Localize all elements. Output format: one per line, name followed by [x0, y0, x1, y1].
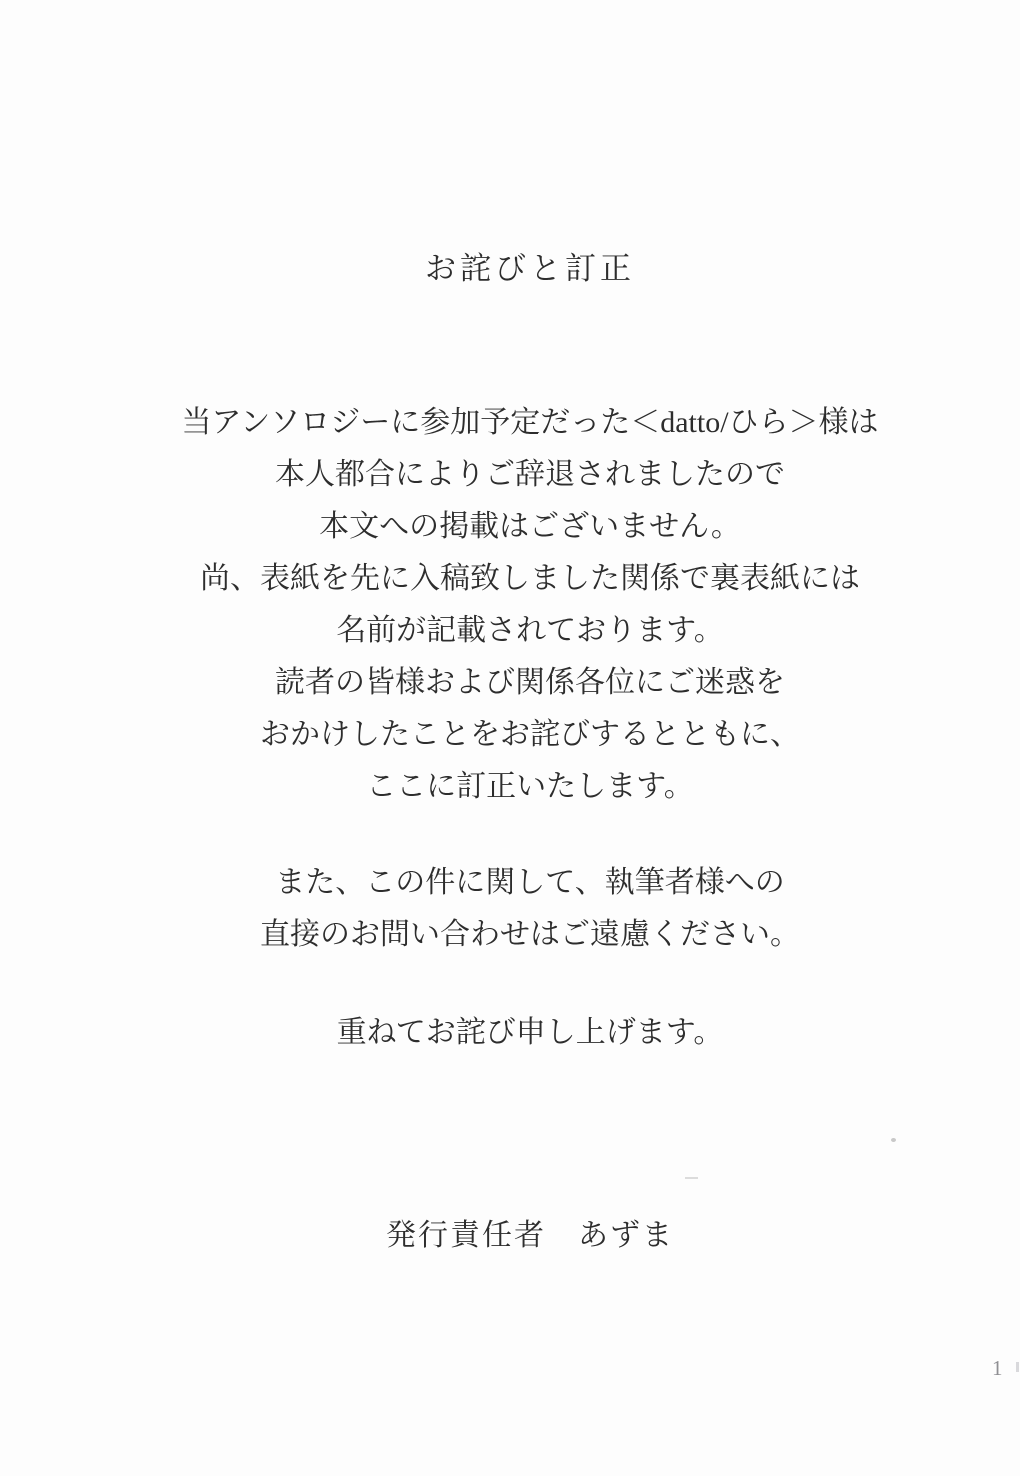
text-line: おかけしたことをお詫びするとともに、	[260, 718, 800, 751]
text-line: 当アンソロジーに参加予定だった＜datto/ひら＞様は	[181, 406, 879, 439]
scan-artifact-dot	[891, 1138, 896, 1142]
text-line: また、この件に関して、執筆者様への	[275, 866, 785, 899]
text-line: 読者の皆様および関係各位にご迷惑を	[275, 666, 785, 699]
text-line: 本人都合によりご辞退されましたので	[275, 458, 785, 491]
text-line: 直接のお問い合わせはご遠慮ください。	[260, 918, 800, 951]
text-line: 重ねてお詫び申し上げます。	[336, 1016, 724, 1049]
text-line: 本文への掲載はございません。	[319, 510, 741, 543]
scan-artifact-dash	[685, 1177, 698, 1179]
apology-paragraph-main	[40, 397, 1020, 813]
page-title: お詫びと訂正	[425, 251, 635, 286]
apology-paragraph-closing	[40, 1007, 1020, 1059]
text-line: 尚、表紙を先に入稿致しました関係で裏表紙には	[200, 562, 860, 595]
page-number: 1	[992, 1356, 1003, 1380]
page-number-cutoff-fragment	[1016, 1362, 1019, 1372]
text-line: 名前が記載されております。	[336, 614, 724, 647]
publisher-credit: 発行責任者 あずま	[386, 1219, 674, 1252]
apology-paragraph-contact-notice	[40, 857, 1020, 961]
text-line: ここに訂正いたします。	[366, 770, 694, 803]
